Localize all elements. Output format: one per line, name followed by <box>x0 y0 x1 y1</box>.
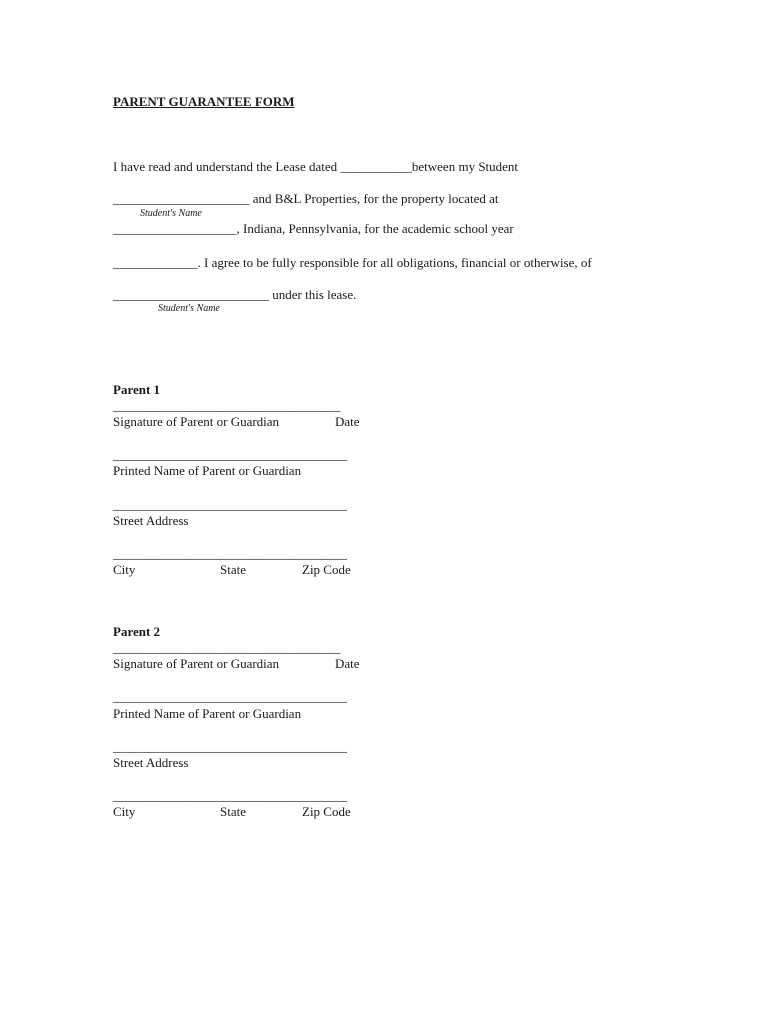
parent-2-city-line[interactable]: ____________________________________ <box>113 788 347 803</box>
parent-2-name-label: Printed Name of Parent or Guardian <box>113 706 302 721</box>
page-title: PARENT GUARANTEE FORM <box>113 94 295 109</box>
student-name-caption-1: Student's Name <box>140 208 202 219</box>
parent-1-name-label: Printed Name of Parent or Guardian <box>113 463 302 478</box>
parent-2-city-label: City <box>113 804 136 819</box>
parent-2-heading: Parent 2 <box>113 624 161 639</box>
lease-line-4: _____________. I agree to be fully responsible for all obligations, financial or otherwise, of <box>113 255 592 270</box>
student-name-caption-2: Student's Name <box>158 303 220 314</box>
parent-1-state-label: State <box>220 562 246 577</box>
parent-1-city-line[interactable]: ____________________________________ <box>113 546 347 561</box>
parent-2-signature-label: Signature of Parent or Guardian <box>113 656 280 671</box>
parent-1-name-line[interactable]: ____________________________________ <box>113 447 347 462</box>
parent-1-zip-label: Zip Code <box>302 562 351 577</box>
lease-line-3: ___________________, Indiana, Pennsylvania, for the academic school year <box>113 221 514 236</box>
parent-2-signature-line[interactable]: ___________________________________ <box>113 640 341 655</box>
parent-1-signature-line[interactable]: ___________________________________ <box>113 398 341 413</box>
parent-1-address-line[interactable]: ____________________________________ <box>113 497 347 512</box>
parent-2-name-line[interactable]: ____________________________________ <box>113 689 347 704</box>
parent-1-heading: Parent 1 <box>113 382 161 397</box>
parent-2-address-label: Street Address <box>113 755 189 770</box>
lease-line-5: ________________________ under this lease. <box>113 287 357 302</box>
parent-2-zip-label: Zip Code <box>302 804 351 819</box>
parent-2-address-line[interactable]: ____________________________________ <box>113 739 347 754</box>
parent-1-date-label: Date <box>335 414 360 429</box>
parent-1-address-label: Street Address <box>113 513 189 528</box>
lease-line-2: _____________________ and B&L Properties, for the property located at <box>113 191 499 206</box>
parent-1-signature-label: Signature of Parent or Guardian <box>113 414 280 429</box>
parent-1-city-label: City <box>113 562 136 577</box>
lease-line-1: I have read and understand the Lease dated ___________between my Student <box>113 159 519 174</box>
parent-2-state-label: State <box>220 804 246 819</box>
parent-2-date-label: Date <box>335 656 360 671</box>
